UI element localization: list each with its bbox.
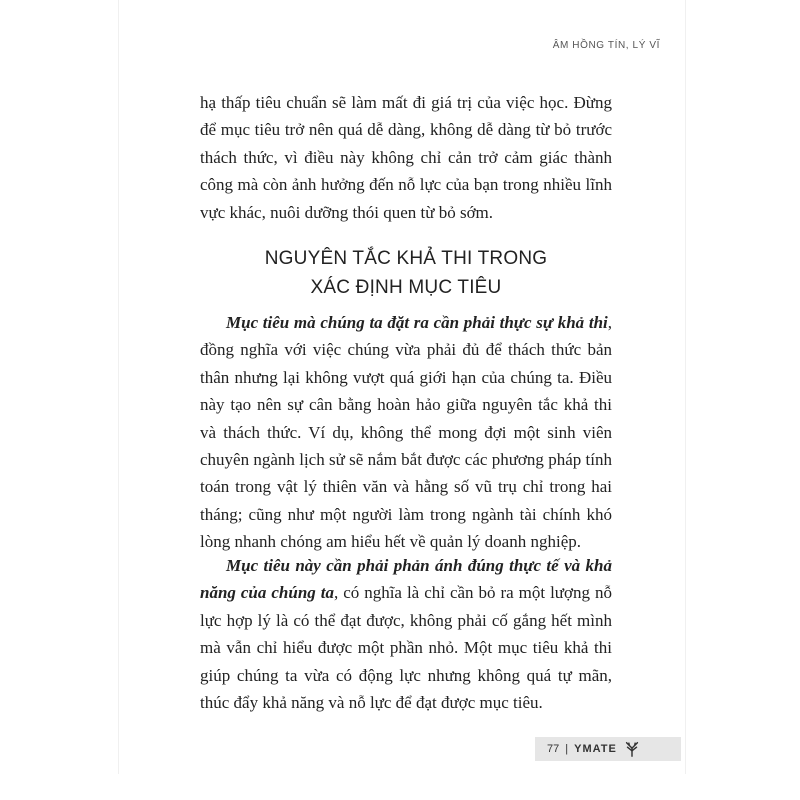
paragraph-3-text: , có nghĩa là chỉ cần bỏ ra một lượng nỗ lực hợp lý là có thể đạt được, không phải cố gắng hết mình mà vẫn chỉ hiểu được một phần nhỏ. Một mục tiêu khả thi giúp chúng ta vừa có động lực nhưng không quá tự mãn, thúc đẩy khả năng và nỗ lực để đạt được mục tiêu.	[200, 583, 612, 713]
footer-bar	[535, 737, 681, 761]
paragraph-1: hạ thấp tiêu chuẩn sẽ làm mất đi giá trị của việc học. Đừng để mục tiêu trở nên quá dễ dàng, không dễ dàng từ bỏ trước thách thức, vì điều này không chỉ cản trở cảm giác thành công mà còn ảnh hưởng đến nỗ lực của bạn trong nhiều lĩnh vực khác, nuôi dưỡng thói quen từ bỏ sớm.	[200, 93, 612, 222]
brand-name: YMATE	[574, 743, 617, 755]
ymate-leaf-logo-icon	[623, 740, 641, 758]
running-head: ÂM HỒNG TÍN, LÝ VĨ	[552, 40, 660, 51]
section-heading-line-2: XÁC ĐỊNH MỤC TIÊU	[310, 277, 502, 298]
paragraph-3	[200, 552, 612, 716]
paragraph-3-lead: Mục tiêu này cần phải phản ánh đúng thực tế và khả năng của chúng ta	[200, 556, 612, 603]
section-heading-line-1: NGUYÊN TẮC KHẢ THI TRONG	[264, 248, 548, 269]
paragraph-2-text: , đồng nghĩa với việc chúng vừa phải đủ để thách thức bản thân nhưng lại không vượt quá giới hạn của chúng ta. Điều này tạo nên sự cân bằng hoàn hảo giữa nguyên tắc khả thi và thách thức. Ví dụ, không thể mong đợi một sinh viên chuyên ngành lịch sử sẽ nắm bắt được các phương pháp tính toán trong vật lý thiên văn và hằng số vũ trụ chỉ trong hai tháng; cũng như một người làm trong ngành tài chính khó lòng nhanh chóng am hiểu hết về quản lý doanh nghiệp.	[200, 313, 612, 552]
page-number: 77	[547, 743, 560, 755]
footer-separator: |	[565, 743, 569, 755]
paragraph-2-lead: Mục tiêu mà chúng ta đặt ra cần phải thực sự khả thi	[226, 313, 608, 332]
section-heading	[200, 244, 612, 302]
paragraph-2	[200, 309, 612, 556]
